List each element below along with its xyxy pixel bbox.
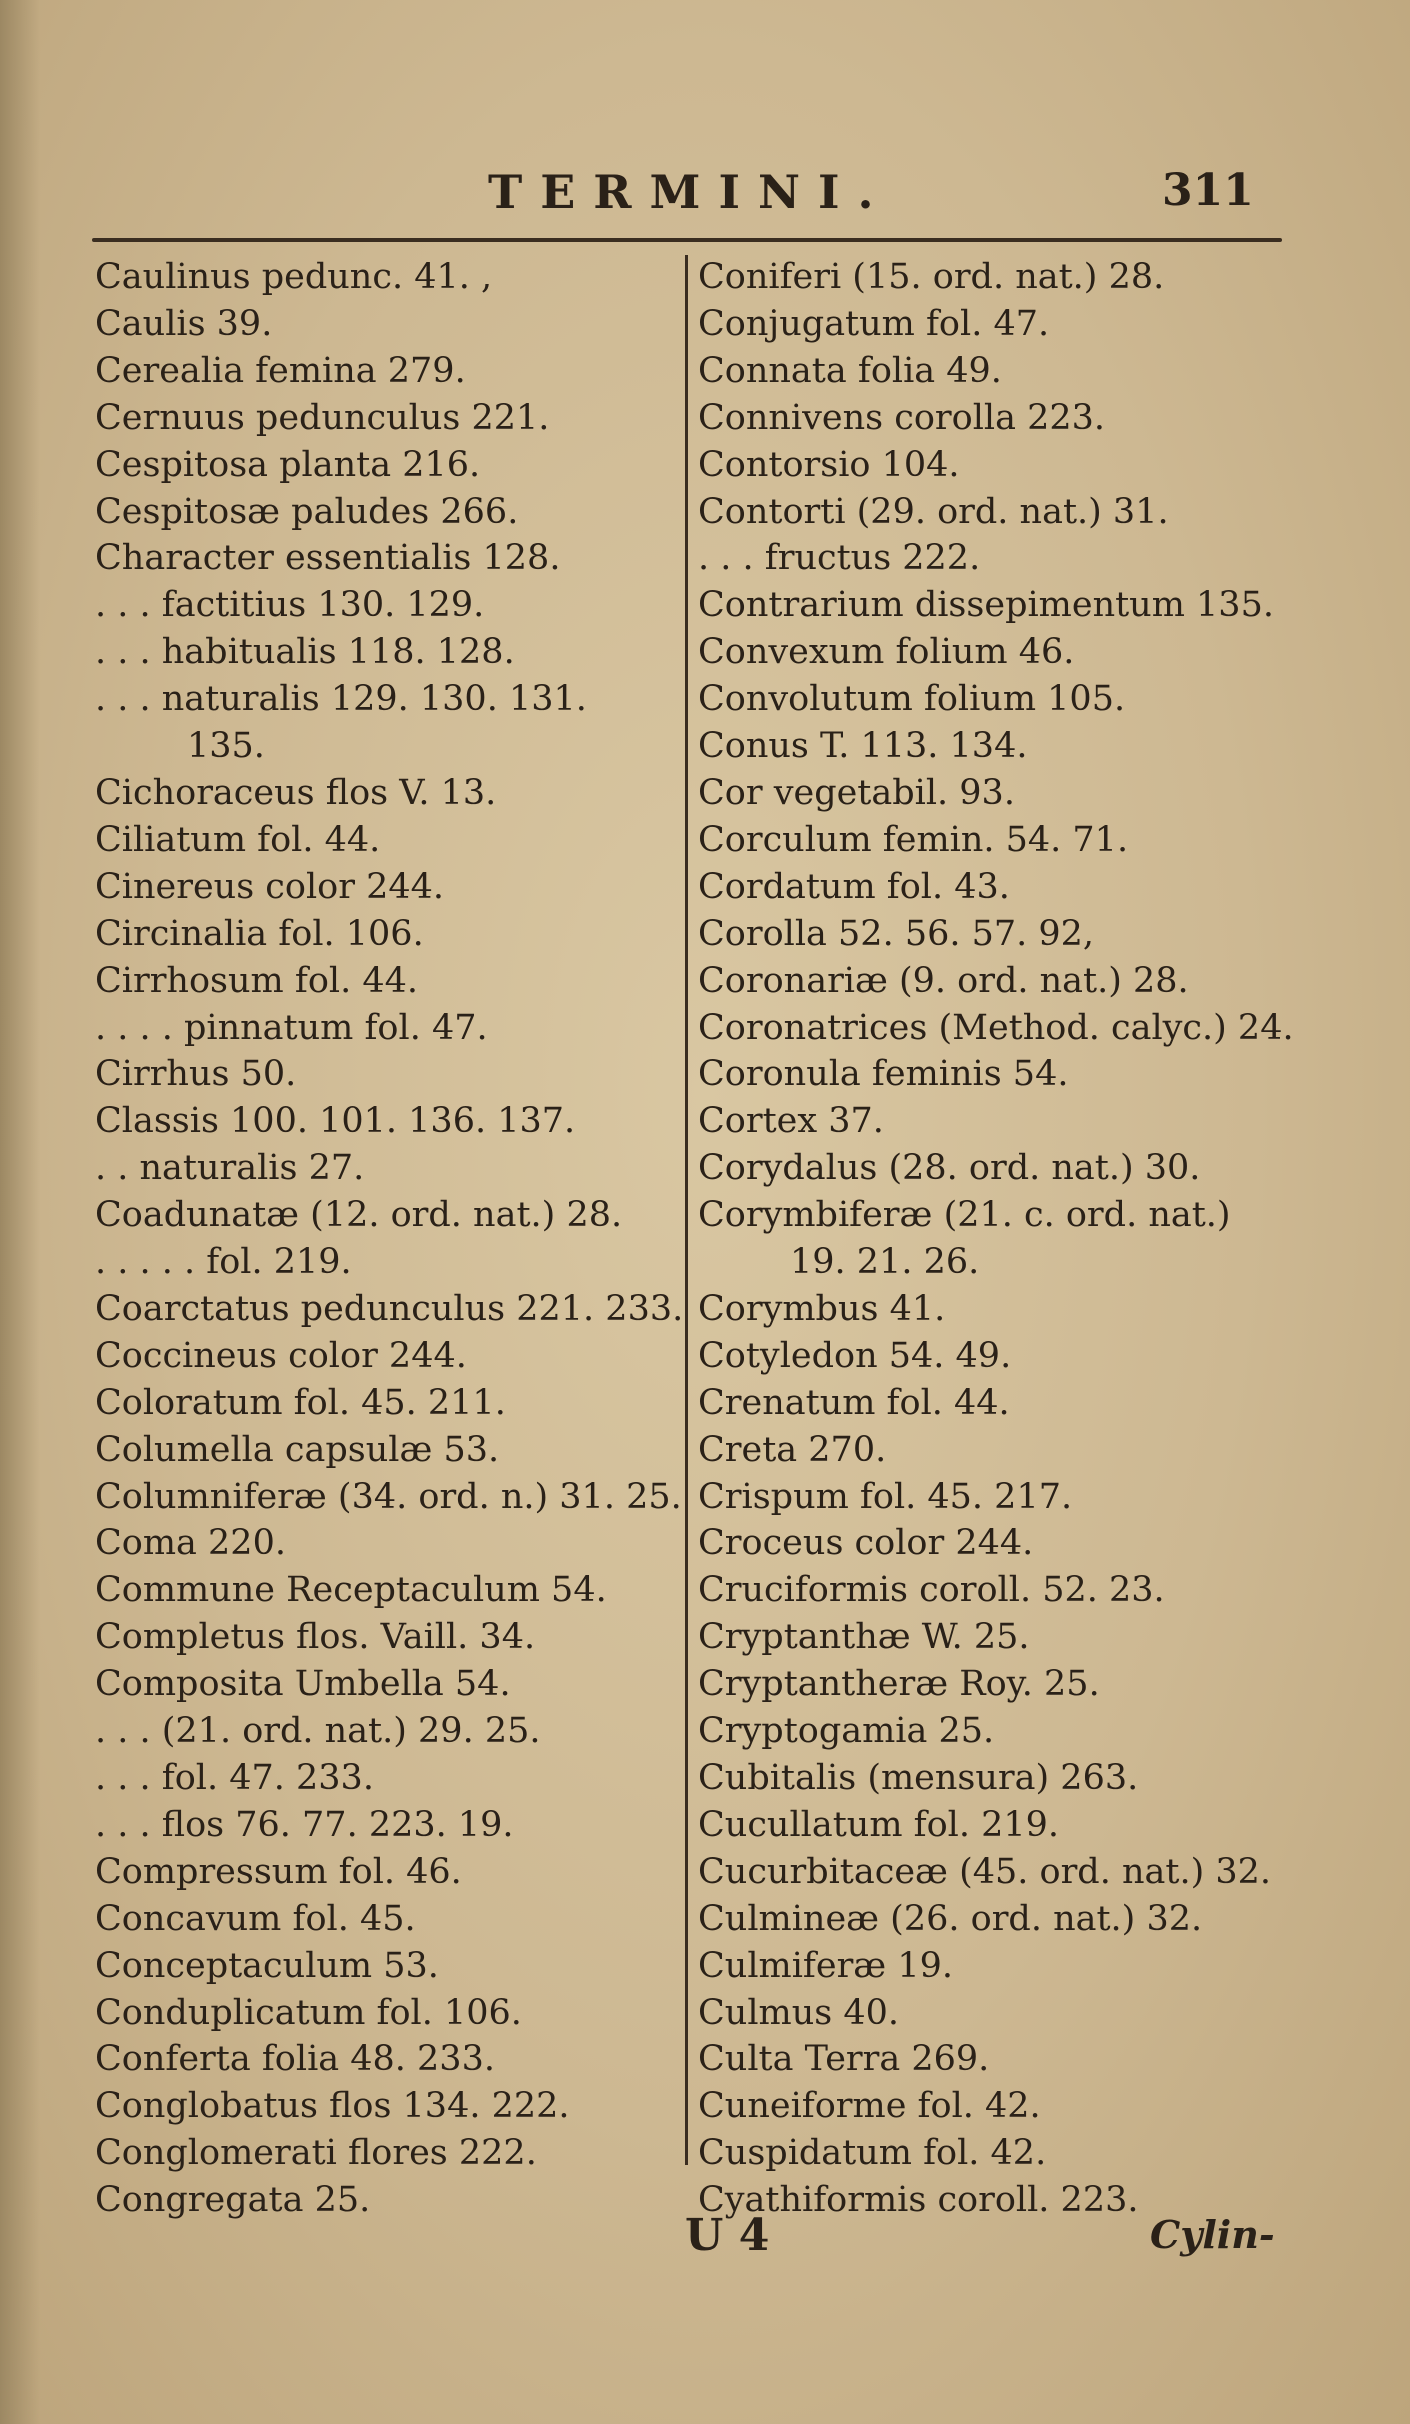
index-entry: Completus flos. Vaill. 34. — [95, 1617, 536, 1658]
index-entry: Cubitalis (mensura) 263. — [698, 1758, 1139, 1798]
index-entry: Composita Umbella 54. — [95, 1664, 511, 1705]
index-entry: Conceptaculum 53. — [95, 1945, 439, 1986]
index-entry: Classis 100. 101. 136. 137. — [95, 1101, 576, 1142]
index-entry: Cernuus pedunculus 221. — [95, 397, 550, 438]
index-entry: Conjugatum fol. 47. — [698, 303, 1050, 344]
index-entry: Cyathiformis coroll. 223. — [698, 2180, 1139, 2221]
index-entry: Cotyledon 54. 49. — [698, 1335, 1012, 1376]
index-entry: Cryptogamia 25. — [698, 1711, 995, 1752]
index-entry: . . . naturalis 129. 130. 131. — [95, 679, 587, 720]
index-entry: Coma 220. — [95, 1523, 286, 1564]
index-entry: Ciliatum fol. 44. — [95, 819, 381, 860]
index-entry: . . . habitualis 118. 128. — [95, 632, 515, 673]
index-entry: . . . flos 76. 77. 223. 19. — [95, 1804, 514, 1845]
index-entry: Cinereus color 244. — [95, 866, 445, 907]
index-entry: Coarctatus pedunculus 221. 233. — [95, 1288, 684, 1329]
index-entry: Caulinus pedunc. 41. , — [95, 257, 493, 297]
index-entry: Cucurbitaceæ (45. ord. nat.) 32. — [698, 1851, 1272, 1892]
index-entry: Cuneiforme fol. 42. — [698, 2086, 1041, 2127]
right-index-column — [698, 254, 1294, 2224]
index-entry: Cucullatum fol. 219. — [698, 1804, 1060, 1845]
index-entry: Coronatrices (Method. calyc.) 24. — [698, 1007, 1294, 1048]
column-divider — [685, 255, 688, 2165]
index-entry: Compressum fol. 46. — [95, 1851, 462, 1892]
index-entry: Croceus color 244. — [698, 1523, 1034, 1564]
index-entry: Convexum folium 46. — [698, 632, 1075, 673]
index-entry: Cuspidatum fol. 42. — [698, 2133, 1047, 2174]
index-entry: Coronula feminis 54. — [698, 1054, 1069, 1095]
index-entry: . . . factitius 130. 129. — [95, 585, 485, 626]
index-entry: Commune Receptaculum 54. — [95, 1570, 607, 1611]
index-entry: Circinalia fol. 106. — [95, 913, 424, 954]
index-entry: Conglomerati flores 222. — [95, 2133, 537, 2174]
page-number: 311 — [1162, 165, 1254, 216]
index-entry: Connivens corolla 223. — [698, 397, 1106, 438]
index-entry: Corolla 52. 56. 57. 92, — [698, 913, 1095, 954]
index-entry: Cerealia femina 279. — [95, 350, 466, 391]
index-entry: Culmineæ (26. ord. nat.) 32. — [698, 1898, 1203, 1939]
index-entry: Cespitosa planta 216. — [95, 444, 481, 485]
index-entry: Conglobatus flos 134. 222. — [95, 2086, 570, 2127]
index-entry: Concavum fol. 45. — [95, 1898, 416, 1939]
index-entry: Character essentialis 128. — [95, 538, 561, 579]
index-entry: Cespitosæ paludes 266. — [95, 491, 519, 532]
index-entry: Coadunatæ (12. ord. nat.) 28. — [95, 1195, 623, 1236]
signature-mark: U 4 — [685, 2210, 770, 2261]
index-entry: Cruciformis coroll. 52. 23. — [698, 1570, 1165, 1611]
index-entry: Cirrhus 50. — [95, 1054, 297, 1095]
index-entry: . . naturalis 27. — [95, 1148, 365, 1189]
page-edge-shadow — [0, 0, 40, 2424]
index-entry: Caulis 39. — [95, 303, 273, 344]
index-entry: Coronariæ (9. ord. nat.) 28. — [698, 960, 1189, 1001]
index-entry: . . . fol. 47. 233. — [95, 1758, 374, 1798]
index-entry: Culmiferæ 19. — [698, 1945, 953, 1986]
index-entry: Contorsio 104. — [698, 444, 960, 485]
catchword: Cylin- — [1150, 2212, 1275, 2257]
index-entry: Coloratum fol. 45. 211. — [95, 1382, 506, 1423]
index-entry: Connata folia 49. — [698, 350, 1002, 391]
index-entry-continuation: 135. — [187, 726, 265, 767]
header-rule — [92, 238, 1282, 242]
index-entry: Coniferi (15. ord. nat.) 28. — [698, 257, 1165, 297]
index-entry: Cirrhosum fol. 44. — [95, 960, 418, 1001]
index-entry: Columella capsulæ 53. — [95, 1429, 500, 1470]
index-entry: Conferta folia 48. 233. — [95, 2039, 495, 2080]
running-title: TERMINI. — [488, 165, 892, 219]
index-entry: Cor vegetabil. 93. — [698, 772, 1015, 813]
index-entry: Cordatum fol. 43. — [698, 866, 1010, 907]
left-index-column — [95, 254, 685, 2224]
index-entry: Corculum femin. 54. 71. — [698, 819, 1129, 860]
index-entry: . . . (21. ord. nat.) 29. 25. — [95, 1711, 541, 1752]
index-entry: Conduplicatum fol. 106. — [95, 1992, 522, 2033]
index-entry: Cryptanthæ W. 25. — [698, 1617, 1030, 1658]
index-entry: Conus T. 113. 134. — [698, 726, 1028, 767]
index-entry: Columniferæ (34. ord. n.) 31. 25. — [95, 1476, 682, 1517]
index-entry: Crenatum fol. 44. — [698, 1382, 1010, 1423]
index-entry: Contrarium dissepimentum 135. — [698, 585, 1274, 626]
index-entry: Cryptantheræ Roy. 25. — [698, 1664, 1100, 1705]
index-entry: Culmus 40. — [698, 1992, 899, 2033]
index-entry-continuation: 19. 21. 26. — [790, 1242, 980, 1283]
index-entry: Corymbiferæ (21. c. ord. nat.) — [698, 1195, 1231, 1236]
index-entry: Contorti (29. ord. nat.) 31. — [698, 491, 1169, 532]
index-entry: Cichoraceus flos V. 13. — [95, 772, 497, 813]
index-entry: . . . fructus 222. — [698, 538, 981, 579]
index-entry: Crispum fol. 45. 217. — [698, 1476, 1073, 1517]
index-entry: Culta Terra 269. — [698, 2039, 990, 2080]
index-entry: Corymbus 41. — [698, 1288, 946, 1329]
index-entry: Corydalus (28. ord. nat.) 30. — [698, 1148, 1201, 1189]
index-entry: . . . . pinnatum fol. 47. — [95, 1007, 488, 1048]
index-entry: Convolutum folium 105. — [698, 679, 1126, 720]
index-entry: . . . . . fol. 219. — [95, 1242, 352, 1283]
index-entry: Congregata 25. — [95, 2180, 371, 2221]
index-entry: Coccineus color 244. — [95, 1335, 467, 1376]
index-entry: Creta 270. — [698, 1429, 887, 1470]
index-entry: Cortex 37. — [698, 1101, 884, 1142]
